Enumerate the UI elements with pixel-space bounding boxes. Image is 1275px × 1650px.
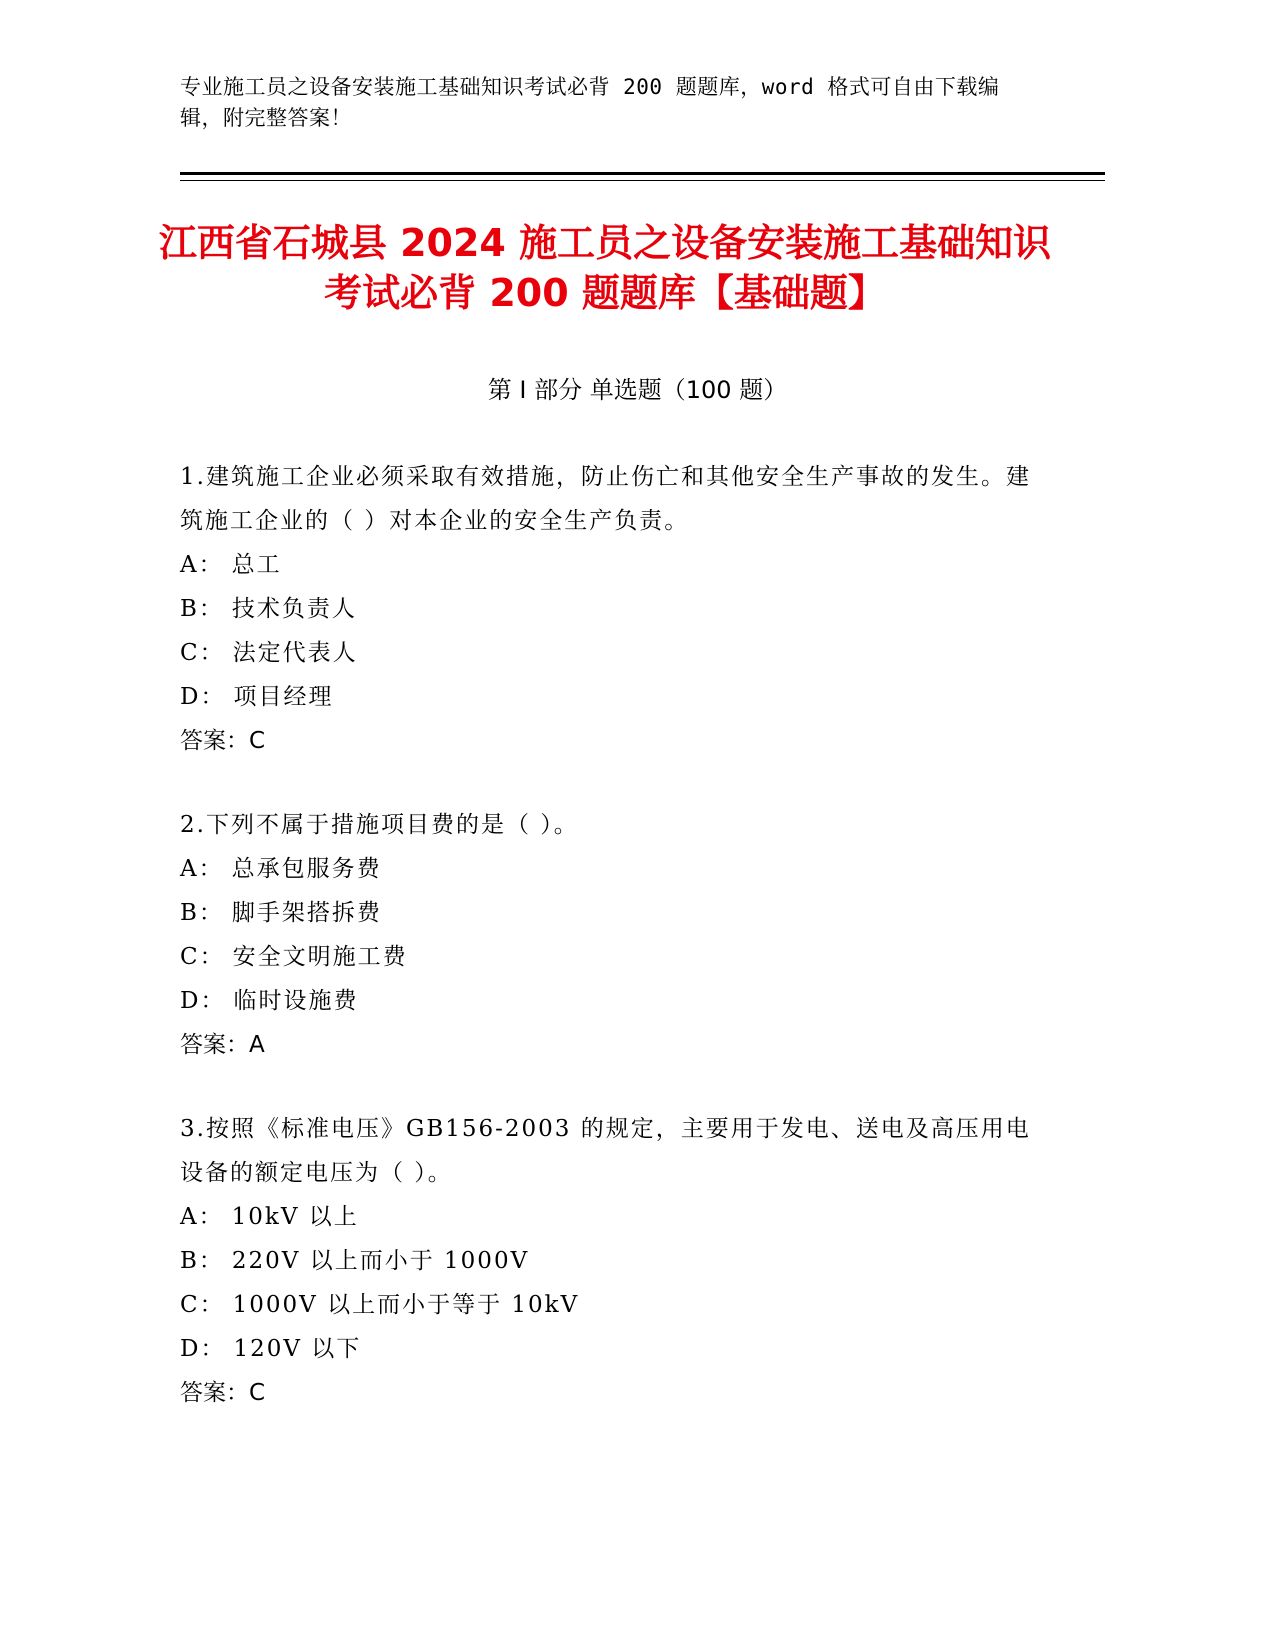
option-text: 1000V 以上而小于等于 10kV [232, 1292, 580, 1318]
option-b [180, 587, 1050, 631]
option-d [180, 1327, 1050, 1371]
answer-line: 答案：C [180, 1380, 266, 1406]
option-key: A： [180, 856, 224, 882]
option-key: C： [180, 640, 225, 666]
option-c [180, 1283, 1050, 1327]
option-key: D： [180, 1336, 226, 1362]
option-key: A： [180, 552, 224, 578]
option-text: 项目经理 [233, 684, 334, 710]
option-text: 总工 [231, 552, 282, 578]
option-b [180, 1239, 1050, 1283]
option-text: 120V 以下 [233, 1336, 362, 1362]
question-stem: 1.建筑施工企业必须采取有效措施，防止伤亡和其他安全生产事故的发生。建筑施工企业的（ ）对本企业的安全生产负责。 [180, 464, 1031, 534]
option-text: 总承包服务费 [231, 856, 382, 882]
option-text: 220V 以上而小于 1000V [231, 1248, 530, 1274]
option-b [180, 891, 1050, 935]
option-text: 法定代表人 [232, 640, 358, 666]
header-note: 专业施工员之设备安装施工基础知识考试必背 200 题题库，word 格式可自由下载编辑，附完整答案！ [180, 75, 1000, 130]
option-key: C： [180, 1292, 225, 1318]
header-divider-thick [180, 172, 1105, 175]
option-d [180, 979, 1050, 1023]
option-key: B： [180, 596, 224, 622]
question-stem: 2.下列不属于措施项目费的是（ ）。 [180, 812, 579, 838]
option-key: A： [180, 1204, 224, 1230]
option-text: 临时设施费 [233, 988, 359, 1014]
option-text: 安全文明施工费 [232, 944, 408, 970]
option-key: D： [180, 988, 226, 1014]
question-stem: 3.按照《标准电压》GB156-2003 的规定，主要用于发电、送电及高压用电设备的额定电压为（ ）。 [180, 1116, 1031, 1186]
option-key: B： [180, 900, 224, 926]
option-key: B： [180, 1248, 224, 1274]
question-1 [180, 455, 1050, 763]
answer-line: 答案：C [180, 728, 266, 754]
option-text: 技术负责人 [231, 596, 357, 622]
option-text: 10kV 以上 [231, 1204, 359, 1230]
option-a [180, 543, 1050, 587]
header-divider-thin [180, 180, 1105, 181]
option-key: D： [180, 684, 226, 710]
question-3 [180, 1107, 1050, 1415]
option-d [180, 675, 1050, 719]
option-a [180, 1195, 1050, 1239]
option-a [180, 847, 1050, 891]
option-key: C： [180, 944, 225, 970]
question-2 [180, 803, 1050, 1067]
option-c [180, 631, 1050, 675]
document-title: 江西省石城县 2024 施工员之设备安装施工基础知识考试必背 200 题题库【基础题】 [158, 221, 1052, 315]
option-text: 脚手架搭拆费 [231, 900, 382, 926]
answer-line: 答案：A [180, 1032, 265, 1058]
option-c [180, 935, 1050, 979]
section-title: 第 I 部分 单选题（100 题） [487, 376, 788, 404]
